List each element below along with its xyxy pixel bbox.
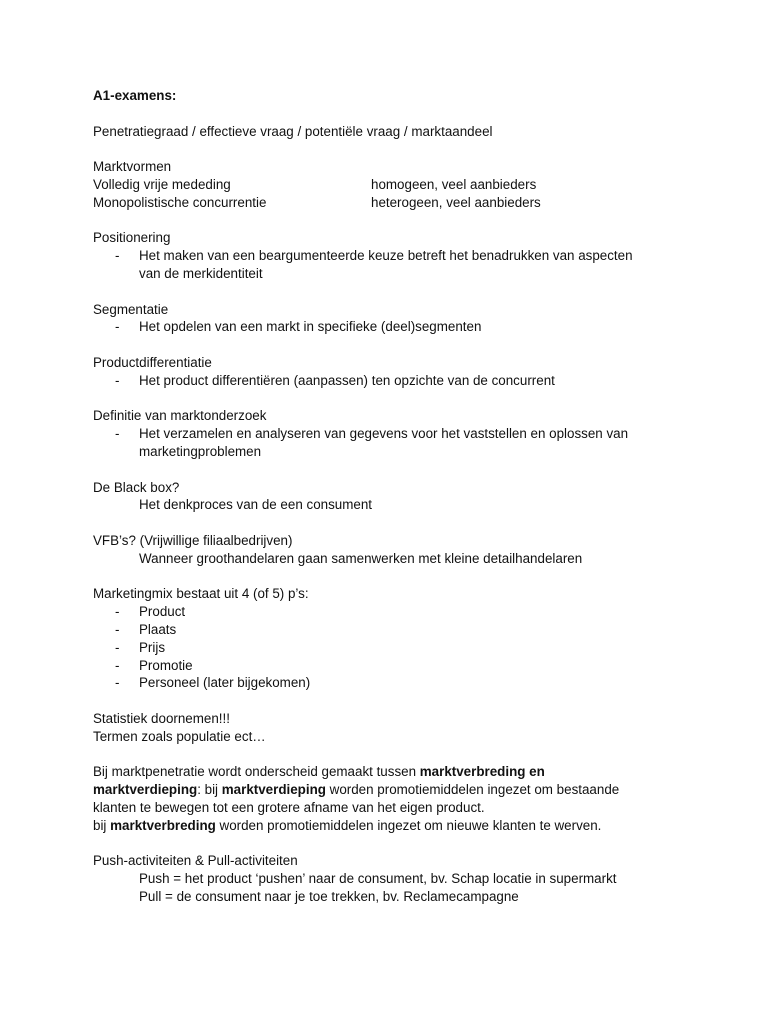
spacer: [93, 745, 683, 763]
spacer: [93, 105, 683, 123]
paragraph-text: bij: [93, 817, 111, 833]
marktonderzoek-text: Het verzamelen en analyseren van gegevens voor het vaststellen en oplossen van: [139, 426, 629, 442]
marktvormen-row-right: heterogeen, veel aanbieders: [371, 194, 541, 210]
list-item-text: Promotie: [139, 657, 193, 673]
dash-marker: -: [115, 426, 120, 442]
list-item: [93, 603, 683, 621]
positionering-bullet: [93, 247, 683, 265]
termen-line: Termen zoals populatie ect…: [93, 728, 266, 744]
productdifferentiatie-heading: Productdifferentiatie: [93, 354, 212, 370]
marktpenetratie-paragraph-line: [93, 781, 683, 799]
marktpenetratie-paragraph-line: klanten te bewegen tot een grotere afname van het eigen product.: [93, 799, 485, 815]
marketingmix-heading: Marketingmix bestaat uit 4 (of 5) p’s:: [93, 586, 309, 602]
list-item-text: Plaats: [139, 621, 177, 637]
dash-marker: -: [115, 621, 120, 637]
marktvormen-row: [93, 176, 683, 194]
list-item: [93, 639, 683, 657]
spacer: [93, 834, 683, 852]
dash-marker: -: [115, 657, 120, 673]
list-item: [93, 621, 683, 639]
marktvormen-row-right: homogeen, veel aanbieders: [371, 176, 537, 192]
penetratie-line: Penetratiegraad / effectieve vraag / potentiële vraag / marktaandeel: [93, 123, 493, 139]
statistiek-line: Statistiek doornemen!!!: [93, 710, 230, 726]
productdifferentiatie-bullet: [93, 372, 683, 390]
dash-marker: -: [115, 372, 120, 388]
blackbox-text: Het denkproces van de een consument: [139, 497, 372, 513]
vfb-text: Wanneer groothandelaren gaan samenwerken met kleine detailhandelaren: [139, 550, 583, 566]
marktpenetratie-paragraph-line: [93, 817, 683, 835]
dash-marker: -: [115, 319, 120, 335]
pull-text: Pull = de consument naar je toe trekken, bv. Reclamecampagne: [139, 888, 519, 904]
spacer: [93, 461, 683, 479]
blackbox-heading: De Black box?: [93, 479, 180, 495]
segmentatie-bullet: [93, 318, 683, 336]
list-item-text: Product: [139, 604, 186, 620]
paragraph-text: worden promotiemiddelen ingezet om nieuwe klanten te werven.: [215, 817, 602, 833]
dash-marker: -: [115, 675, 120, 691]
segmentatie-text: Het opdelen van een markt in specifieke (deel)segmenten: [139, 319, 482, 335]
spacer: [93, 568, 683, 586]
bold-term: marktverbreding en: [419, 764, 545, 780]
marktvormen-row-left: Volledig vrije mededing: [93, 176, 231, 192]
spacer: [93, 283, 683, 301]
marktvormen-heading: Marktvormen: [93, 159, 172, 175]
bold-term: marktverdieping: [93, 782, 198, 798]
push-text: Push = het product ‘pushen’ naar de consument, bv. Schap locatie in supermarkt: [139, 871, 617, 887]
productdifferentiatie-text: Het product differentiëren (aanpassen) ten opzichte van de concurrent: [139, 372, 555, 388]
marktonderzoek-text-continued: marketingproblemen: [139, 443, 262, 459]
marktonderzoek-bullet: [93, 425, 683, 443]
spacer: [93, 212, 683, 230]
list-item: [93, 674, 683, 692]
pushpull-heading: Push-activiteiten & Pull-activiteiten: [93, 853, 298, 869]
paragraph-text: : bij: [197, 782, 222, 798]
dash-marker: -: [115, 248, 120, 264]
marktonderzoek-heading: Definitie van marktonderzoek: [93, 408, 267, 424]
segmentatie-heading: Segmentatie: [93, 301, 169, 317]
dash-marker: -: [115, 639, 120, 655]
positionering-heading: Positionering: [93, 230, 171, 246]
positionering-text: Het maken van een beargumenteerde keuze betreft het benadrukken van aspecten: [139, 248, 633, 264]
dash-marker: -: [115, 604, 120, 620]
vfb-heading: VFB’s? (Vrijwillige filiaalbedrijven): [93, 532, 293, 548]
spacer: [93, 390, 683, 408]
list-item-text: Prijs: [139, 639, 166, 655]
marktpenetratie-paragraph-line: [93, 763, 683, 781]
document-body: [93, 87, 683, 906]
list-item: [93, 657, 683, 675]
bold-term: marktverdieping: [221, 782, 326, 798]
spacer: [93, 140, 683, 158]
spacer: [93, 692, 683, 710]
spacer: [93, 336, 683, 354]
list-item-text: Personeel (later bijgekomen): [139, 675, 311, 691]
document-title: A1-examens:: [93, 88, 177, 103]
marktvormen-row-left: Monopolistische concurrentie: [93, 194, 267, 210]
marktvormen-row: [93, 194, 683, 212]
paragraph-text: worden promotiemiddelen ingezet om bestaande: [325, 782, 620, 798]
positionering-text-continued: van de merkidentiteit: [139, 265, 263, 281]
bold-term: marktverbreding: [110, 817, 216, 833]
paragraph-text: Bij marktpenetratie wordt onderscheid gemaakt tussen: [93, 764, 420, 780]
spacer: [93, 514, 683, 532]
